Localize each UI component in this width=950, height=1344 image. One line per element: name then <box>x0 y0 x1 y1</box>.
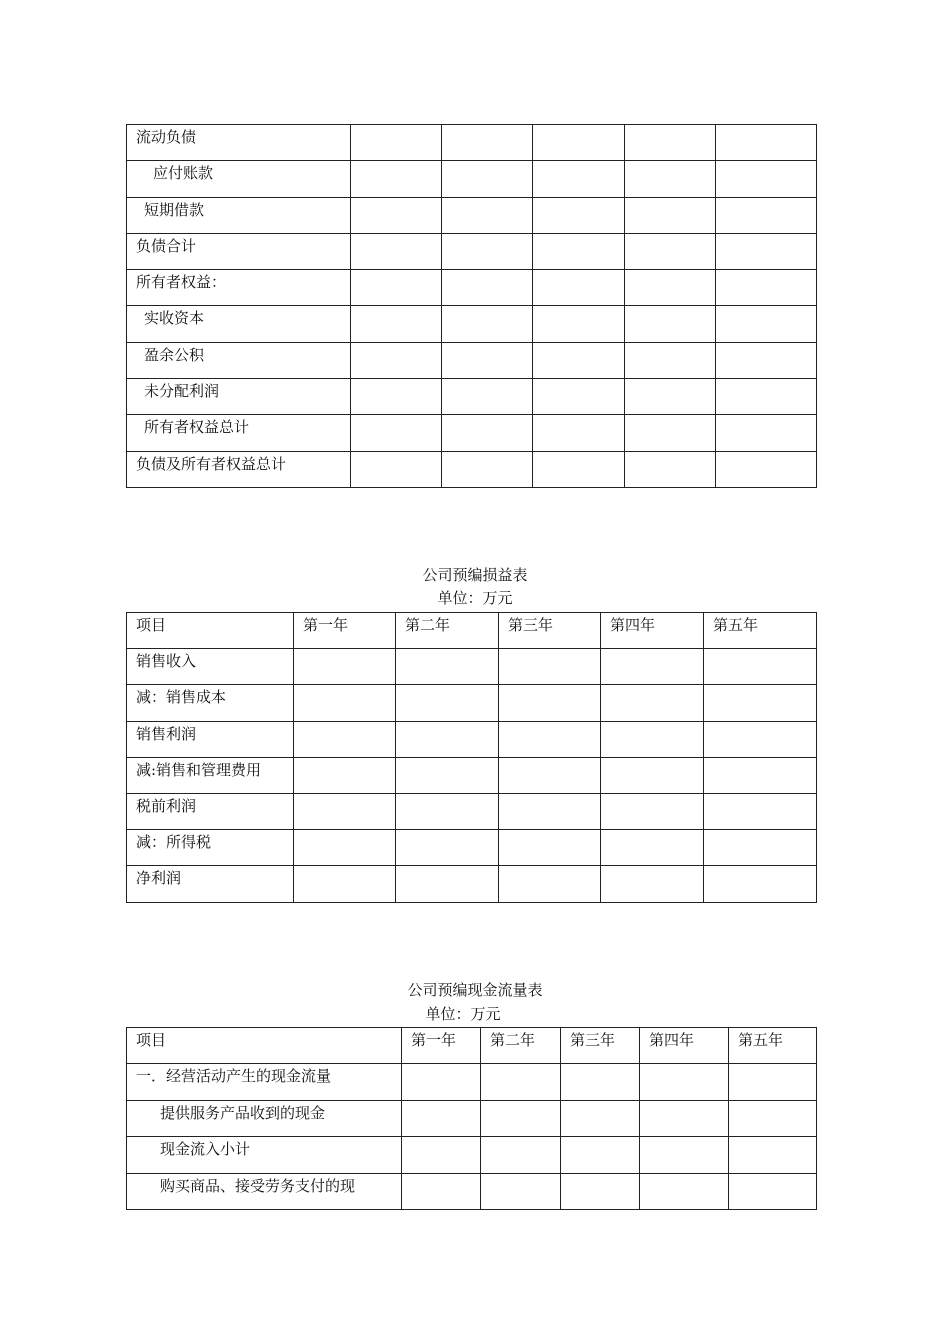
empty-cell <box>625 306 716 342</box>
empty-cell <box>716 451 817 487</box>
empty-cell <box>716 125 817 161</box>
table-row <box>127 233 817 269</box>
empty-cell <box>729 1064 817 1100</box>
row-label: 税前利润 <box>127 793 294 829</box>
table-row <box>127 1173 817 1209</box>
empty-cell <box>533 197 625 233</box>
empty-cell <box>533 379 625 415</box>
empty-cell <box>294 793 396 829</box>
empty-cell <box>561 1100 640 1136</box>
income-statement-table <box>126 612 817 903</box>
row-label: 所有者权益： <box>127 270 351 306</box>
empty-cell <box>499 757 601 793</box>
column-header: 第五年 <box>729 1028 817 1064</box>
empty-cell <box>533 342 625 378</box>
empty-cell <box>351 379 442 415</box>
empty-cell <box>396 721 499 757</box>
empty-cell <box>294 830 396 866</box>
table-row <box>127 721 817 757</box>
empty-cell <box>640 1137 729 1173</box>
empty-cell <box>351 306 442 342</box>
empty-cell <box>716 270 817 306</box>
empty-cell <box>625 161 716 197</box>
empty-cell <box>601 649 704 685</box>
empty-cell <box>625 125 716 161</box>
empty-cell <box>442 161 533 197</box>
empty-cell <box>704 649 817 685</box>
column-header: 第一年 <box>402 1028 481 1064</box>
column-header: 第三年 <box>561 1028 640 1064</box>
row-label: 销售利润 <box>127 721 294 757</box>
empty-cell <box>499 866 601 902</box>
empty-cell <box>729 1173 817 1209</box>
column-header: 第一年 <box>294 613 396 649</box>
row-label: 未分配利润 <box>127 379 351 415</box>
empty-cell <box>481 1064 561 1100</box>
row-label: 现金流入小计 <box>127 1137 402 1173</box>
income-statement-unit: 单位：万元 <box>437 589 513 607</box>
cash-flow-unit: 单位：万元 <box>425 1005 501 1023</box>
row-label: 盈余公积 <box>127 342 351 378</box>
row-label: 流动负债 <box>127 125 351 161</box>
empty-cell <box>499 649 601 685</box>
empty-cell <box>294 685 396 721</box>
empty-cell <box>351 233 442 269</box>
header-row <box>127 1028 817 1064</box>
empty-cell <box>351 161 442 197</box>
empty-cell <box>533 306 625 342</box>
empty-cell <box>442 342 533 378</box>
empty-cell <box>625 270 716 306</box>
row-label: 减：所得税 <box>127 830 294 866</box>
table-row <box>127 197 817 233</box>
row-label: 负债及所有者权益总计 <box>127 451 351 487</box>
empty-cell <box>561 1173 640 1209</box>
empty-cell <box>640 1173 729 1209</box>
empty-cell <box>351 197 442 233</box>
empty-cell <box>351 342 442 378</box>
empty-cell <box>442 451 533 487</box>
empty-cell <box>481 1100 561 1136</box>
row-label: 负债合计 <box>127 233 351 269</box>
column-header: 项目 <box>127 1028 402 1064</box>
empty-cell <box>601 757 704 793</box>
row-label: 一．经营活动产生的现金流量 <box>127 1064 402 1100</box>
row-label: 应付账款 <box>127 161 351 197</box>
table-row <box>127 415 817 451</box>
empty-cell <box>625 197 716 233</box>
empty-cell <box>625 451 716 487</box>
empty-cell <box>351 270 442 306</box>
empty-cell <box>640 1100 729 1136</box>
empty-cell <box>442 306 533 342</box>
empty-cell <box>601 830 704 866</box>
empty-cell <box>533 415 625 451</box>
empty-cell <box>716 342 817 378</box>
table-row <box>127 1100 817 1136</box>
empty-cell <box>481 1137 561 1173</box>
column-header: 第二年 <box>396 613 499 649</box>
empty-cell <box>396 866 499 902</box>
table-row <box>127 379 817 415</box>
cash-flow-title: 公司预编现金流量表 <box>407 981 543 999</box>
empty-cell <box>402 1173 481 1209</box>
empty-cell <box>351 451 442 487</box>
row-label: 提供服务产品收到的现金 <box>127 1100 402 1136</box>
empty-cell <box>442 197 533 233</box>
empty-cell <box>625 342 716 378</box>
empty-cell <box>402 1100 481 1136</box>
table-row <box>127 685 817 721</box>
row-label: 销售收入 <box>127 649 294 685</box>
table-row <box>127 342 817 378</box>
header-row <box>127 613 817 649</box>
row-label: 实收资本 <box>127 306 351 342</box>
empty-cell <box>402 1064 481 1100</box>
table-row <box>127 866 817 902</box>
empty-cell <box>499 793 601 829</box>
table-row <box>127 830 817 866</box>
empty-cell <box>396 649 499 685</box>
table-row <box>127 306 817 342</box>
empty-cell <box>704 685 817 721</box>
column-header: 项目 <box>127 613 294 649</box>
empty-cell <box>499 830 601 866</box>
empty-cell <box>716 233 817 269</box>
empty-cell <box>716 379 817 415</box>
empty-cell <box>294 866 396 902</box>
empty-cell <box>625 415 716 451</box>
empty-cell <box>561 1137 640 1173</box>
empty-cell <box>533 451 625 487</box>
empty-cell <box>442 233 533 269</box>
empty-cell <box>294 721 396 757</box>
column-header: 第四年 <box>601 613 704 649</box>
empty-cell <box>442 270 533 306</box>
empty-cell <box>533 233 625 269</box>
column-header: 第三年 <box>499 613 601 649</box>
empty-cell <box>601 685 704 721</box>
table-row <box>127 161 817 197</box>
empty-cell <box>396 757 499 793</box>
row-label: 短期借款 <box>127 197 351 233</box>
empty-cell <box>351 415 442 451</box>
empty-cell <box>704 793 817 829</box>
empty-cell <box>442 415 533 451</box>
income-statement-title: 公司预编损益表 <box>422 566 528 584</box>
empty-cell <box>640 1064 729 1100</box>
cash-flow-table <box>126 1027 817 1210</box>
table-row <box>127 793 817 829</box>
row-label: 购买商品、接受劳务支付的现 <box>127 1173 402 1209</box>
empty-cell <box>351 125 442 161</box>
table-row <box>127 125 817 161</box>
table-row <box>127 270 817 306</box>
empty-cell <box>625 233 716 269</box>
empty-cell <box>704 830 817 866</box>
empty-cell <box>294 649 396 685</box>
empty-cell <box>533 270 625 306</box>
empty-cell <box>729 1137 817 1173</box>
empty-cell <box>481 1173 561 1209</box>
empty-cell <box>442 379 533 415</box>
empty-cell <box>499 721 601 757</box>
empty-cell <box>533 161 625 197</box>
empty-cell <box>625 379 716 415</box>
empty-cell <box>704 866 817 902</box>
empty-cell <box>601 793 704 829</box>
empty-cell <box>716 415 817 451</box>
empty-cell <box>716 306 817 342</box>
empty-cell <box>396 685 499 721</box>
column-header: 第四年 <box>640 1028 729 1064</box>
empty-cell <box>716 161 817 197</box>
empty-cell <box>601 866 704 902</box>
empty-cell <box>601 721 704 757</box>
table-row <box>127 649 817 685</box>
table-row <box>127 757 817 793</box>
table-row <box>127 1137 817 1173</box>
empty-cell <box>704 757 817 793</box>
balance-sheet-table <box>126 124 817 488</box>
row-label: 所有者权益总计 <box>127 415 351 451</box>
empty-cell <box>561 1064 640 1100</box>
empty-cell <box>499 685 601 721</box>
empty-cell <box>396 830 499 866</box>
empty-cell <box>704 721 817 757</box>
column-header: 第二年 <box>481 1028 561 1064</box>
table-row <box>127 1064 817 1100</box>
empty-cell <box>716 197 817 233</box>
empty-cell <box>402 1137 481 1173</box>
row-label: 净利润 <box>127 866 294 902</box>
empty-cell <box>396 793 499 829</box>
empty-cell <box>729 1100 817 1136</box>
column-header: 第五年 <box>704 613 817 649</box>
empty-cell <box>294 757 396 793</box>
empty-cell <box>442 125 533 161</box>
row-label: 减:销售和管理费用 <box>127 757 294 793</box>
empty-cell <box>533 125 625 161</box>
table-row <box>127 451 817 487</box>
row-label: 减：销售成本 <box>127 685 294 721</box>
